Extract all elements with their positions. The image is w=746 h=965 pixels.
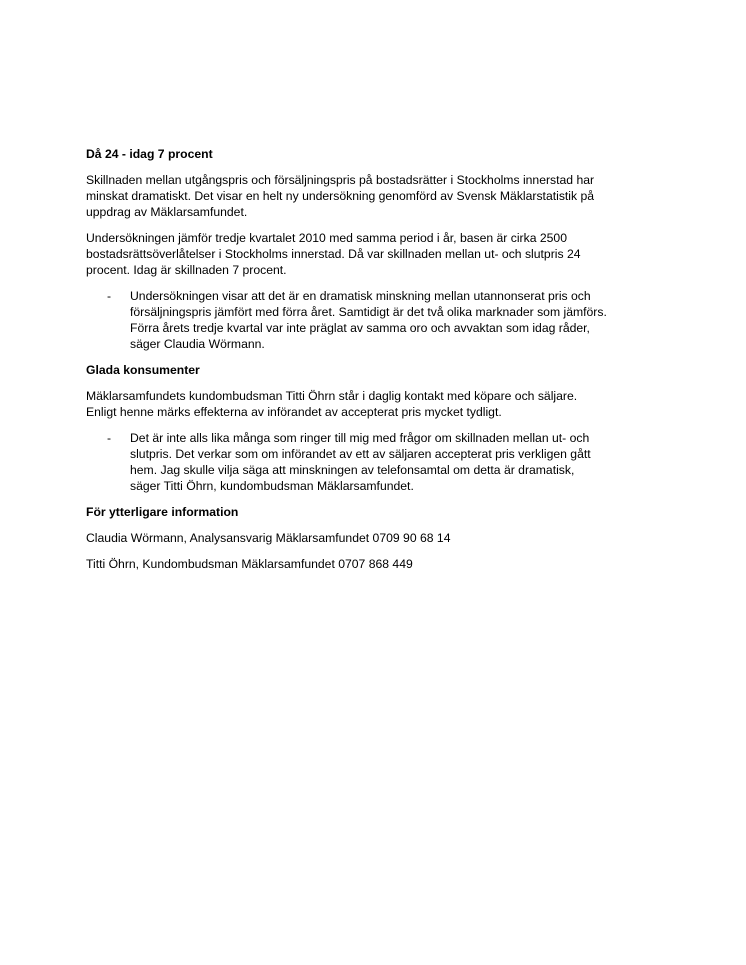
quote-bullet-2 <box>86 430 676 494</box>
paragraph-line: Undersökningen jämför tredje kvartalet 2010 med samma period i år, basen är cirka 2500 <box>86 231 567 245</box>
quote-bullet-1 <box>86 288 676 352</box>
paragraph-line: Enligt henne märks effekterna av införandet av accepterat pris mycket tydligt. <box>86 405 502 419</box>
quote-line: Förra årets tredje kvartal var inte präglat av samma oro och avvaktan som idag råder, <box>130 321 590 335</box>
quote-line: säger Claudia Wörmann. <box>130 337 265 351</box>
quote-line: slutpris. Det verkar som om införandet av ett av säljaren accepterat pris verkligen gått <box>130 447 591 461</box>
section-heading-2: Glada konsumenter <box>86 363 200 377</box>
paragraph-line: Skillnaden mellan utgångspris och försäljningspris på bostadsrätter i Stockholms innerstad har <box>86 173 595 187</box>
bullet-dash: - <box>107 431 112 445</box>
paragraph-line: procent. Idag är skillnaden 7 procent. <box>86 263 287 277</box>
paragraph-survey <box>86 230 676 278</box>
bullet-dash: - <box>107 289 112 303</box>
paragraph-line: uppdrag av Mäklarsamfundet. <box>86 205 248 219</box>
contact-line-2: Titti Öhrn, Kundombudsman Mäklarsamfundet 0707 868 449 <box>86 557 413 571</box>
document-body <box>86 146 676 582</box>
paragraph-line: Mäklarsamfundets kundombudsman Titti Öhrn står i daglig kontakt med köpare och säljare. <box>86 389 578 403</box>
quote-line: Undersökningen visar att det är en dramatisk minskning mellan utannonserat pris och <box>130 289 591 303</box>
paragraph-line: minskat dramatiskt. Det visar en helt ny undersökning genomförd av Svensk Mäklarstatistik på <box>86 189 595 203</box>
contact-line-1: Claudia Wörmann, Analysansvarig Mäklarsamfundet 0709 90 68 14 <box>86 531 451 545</box>
paragraph-consumers <box>86 388 676 420</box>
paragraph-intro <box>86 172 676 220</box>
section-heading-3: För ytterligare information <box>86 505 239 519</box>
quote-line: säger Titti Öhrn, kundombudsman Mäklarsamfundet. <box>130 479 414 493</box>
section-heading-1: Då 24 - idag 7 procent <box>86 147 213 161</box>
quote-line: försäljningspris jämfört med förra året. Samtidigt är det två olika marknader som jämförs. <box>130 305 607 319</box>
quote-line: Det är inte alls lika många som ringer till mig med frågor om skillnaden mellan ut- och <box>130 431 590 445</box>
quote-line: hem. Jag skulle vilja säga att minskningen av telefonsamtal om detta är dramatisk, <box>130 463 575 477</box>
paragraph-line: bostadsrättsöverlåtelser i Stockholms innerstad. Då var skillnaden mellan ut- och slutpris 24 <box>86 247 581 261</box>
